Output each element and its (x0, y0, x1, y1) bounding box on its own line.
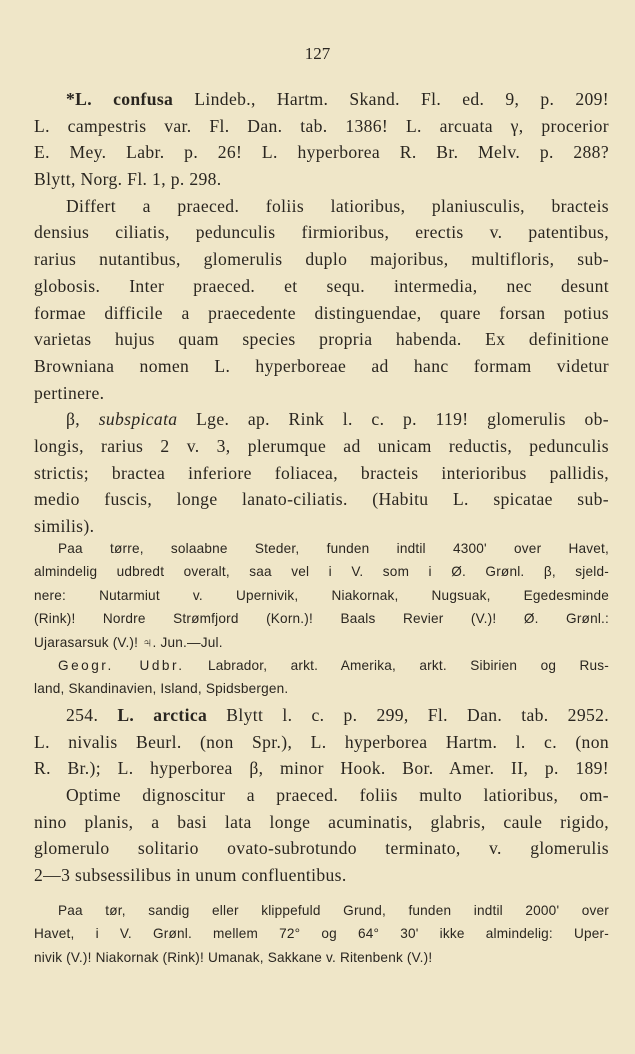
entry-luzula-confusa (34, 86, 609, 540)
text-line: 2—3 subsessilibus in unum confluentibus. (34, 865, 347, 886)
geography-label: Geogr. Udbr. (58, 657, 185, 673)
text-line: formae difficile a praecedente distinguendae, quare forsan potius (34, 302, 609, 323)
text-line: similis). (34, 516, 95, 536)
geography-text: Labrador, arkt. Amerika, arkt. Sibirien og Rus- (184, 657, 610, 673)
species-name: *L. confusa (66, 89, 174, 109)
entry-number: 254. (66, 705, 118, 725)
text-line (34, 702, 609, 729)
small-line: Paa tør, sandig eller klippefuld Grund, funden indtil 2000' over (58, 903, 609, 918)
small-line (34, 654, 609, 677)
entry-luzula-arctica (34, 702, 609, 889)
text-line (34, 86, 609, 113)
text-line: pertinere. (34, 382, 105, 403)
variety-name: subspicata (98, 409, 178, 430)
citation: Blytt l. c. p. 299, Fl. Dan. tab. 2952. (207, 705, 610, 725)
text-line: globosis. Inter praeced. et sequ. intermedia, nec desunt (34, 275, 609, 296)
citation: Lge. ap. Rink l. c. p. 119! glomerulis ob- (177, 409, 609, 430)
small-line: nivik (V.)! Niakornak (Rink)! Umanak, Sakkane v. Ritenbenk (V.)! (34, 949, 433, 965)
text-line: Differt a praeced. foliis latioribus, planiusculis, bracteis (66, 195, 609, 216)
habitat-note-arctica (34, 899, 609, 969)
small-line: Ujarasarsuk (V.)! ♃. Jun.—Jul. (34, 634, 223, 650)
small-line: Paa tørre, solaabne Steder, funden indtil 4300' over Havet, (58, 541, 609, 556)
text-line: varietas hujus quam species propria habenda. Ex definitione (34, 329, 609, 350)
page-number: 127 (304, 44, 331, 63)
text-line: densius ciliatis, pedunculis firmioribus, erectis v. patentibus, (34, 222, 609, 243)
text-line: glomerulo solitario ovato-subrotundo terminato, v. glomerulis (34, 838, 609, 859)
text-line: strictis; bractea inferiore foliacea, bracteis interioribus pallidis, (34, 462, 609, 483)
text-line: Browniana nomen L. hyperboreae ad hanc formam videtur (34, 355, 609, 376)
species-name: L. arctica (117, 705, 208, 725)
text-line: rarius nutantibus, glomerulis duplo majoribus, multifloris, sub- (34, 249, 609, 270)
text-line: L. nivalis Beurl. (non Spr.), L. hyperborea Hartm. l. c. (non (34, 731, 609, 752)
text-line: L. campestris var. Fl. Dan. tab. 1386! L. arcuata γ, procerior (34, 115, 609, 136)
small-line: nere: Nutarmiut v. Upernivik, Niakornak, Nugsuak, Egedesminde (34, 587, 609, 603)
text-line: Blytt, Norg. Fl. 1, p. 298. (34, 169, 222, 190)
citation: Lindeb., Hartm. Skand. Fl. ed. 9, p. 209! (173, 89, 610, 109)
small-line: almindelig udbredt overalt, saa vel i V. som i Ø. Grønl. β, sjeld- (34, 564, 609, 580)
text-line: longis, rarius 2 v. 3, plerumque ad unicam reductis, pedunculis (34, 435, 609, 456)
text-line: medio fuscis, longe lanato-ciliatis. (Habitu L. spicatae sub- (34, 489, 609, 510)
text-line: Optime dignoscitur a praeced. foliis multo latioribus, om- (66, 785, 609, 806)
habitat-note-confusa (34, 537, 609, 701)
text-line: E. Mey. Labr. p. 26! L. hyperborea R. Br. Melv. p. 288? (34, 142, 609, 163)
text-line: nino planis, a basi lata longe acuminatis, glabris, caule rigido, (34, 811, 609, 832)
small-line: Havet, i V. Grønl. mellem 72° og 64° 30' ikke almindelig: Uper- (34, 926, 609, 942)
small-line: land, Skandinavien, Island, Spidsbergen. (34, 681, 289, 697)
text-line (34, 406, 609, 433)
small-line: (Rink)! Nordre Strømfjord (Korn.)! Baals Revier (V.)! Ø. Grønl.: (34, 611, 609, 627)
text-line: R. Br.); L. hyperborea β, minor Hook. Bor. Amer. II, p. 189! (34, 758, 609, 779)
variety-marker: β, (66, 409, 99, 430)
